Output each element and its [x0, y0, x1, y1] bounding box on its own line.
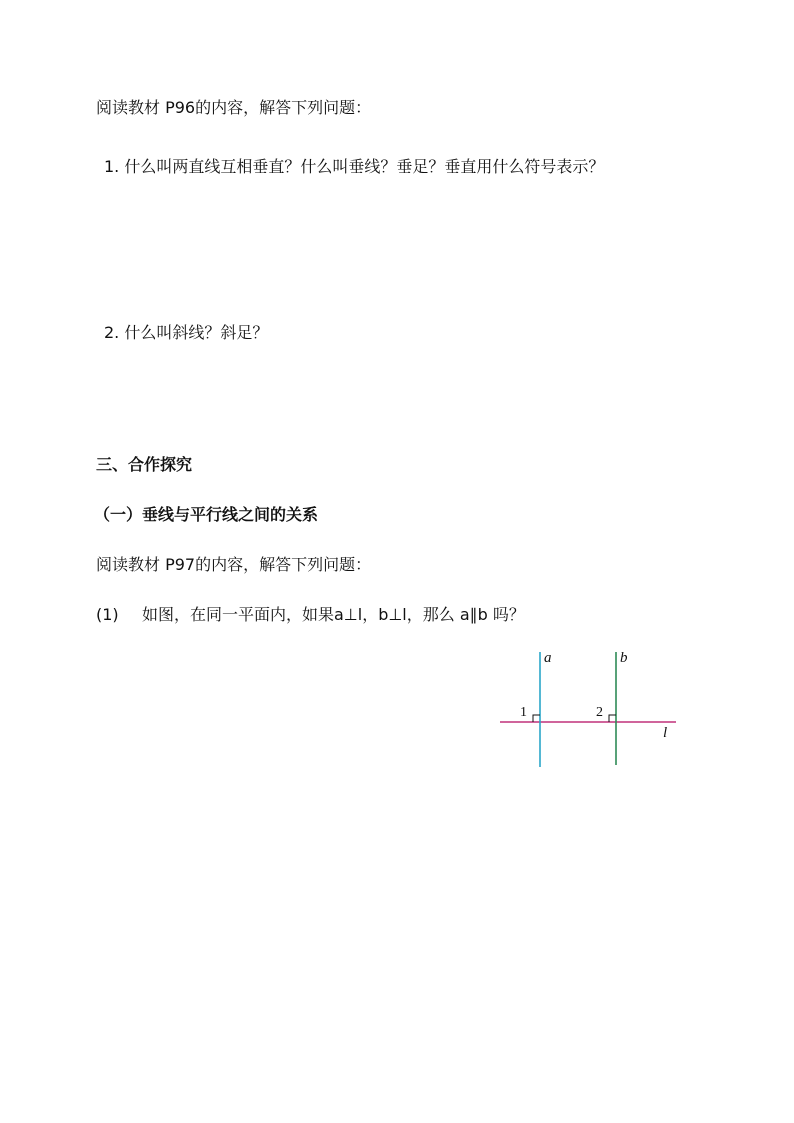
label-b: b: [620, 650, 628, 666]
angle-label-1: 1: [520, 705, 527, 720]
label-l: l: [663, 725, 668, 741]
problem-1-text: 如图，在同一平面内，如果a⊥l，b⊥l，那么 a∥b 吗？: [142, 605, 525, 624]
label-a: a: [544, 650, 552, 666]
reading-instruction-p97: 阅读教材 P97的内容，解答下列问题：: [96, 555, 372, 574]
subsection-heading: （一）垂线与平行线之间的关系: [94, 505, 319, 524]
question-1: 1. 什么叫两直线互相垂直？什么叫垂线？垂足？垂直用什么符号表示？: [104, 157, 605, 176]
question-2: 2. 什么叫斜线？斜足？: [104, 323, 269, 342]
section-heading: 三、合作探究: [96, 455, 193, 474]
problem-1-number: (1): [96, 605, 119, 624]
right-angle-mark-1: [533, 715, 540, 722]
reading-instruction-p96: 阅读教材 P96的内容，解答下列问题：: [96, 98, 372, 117]
perpendicular-lines-figure: [498, 647, 680, 769]
right-angle-mark-2: [609, 715, 616, 722]
angle-label-2: 2: [596, 705, 603, 720]
